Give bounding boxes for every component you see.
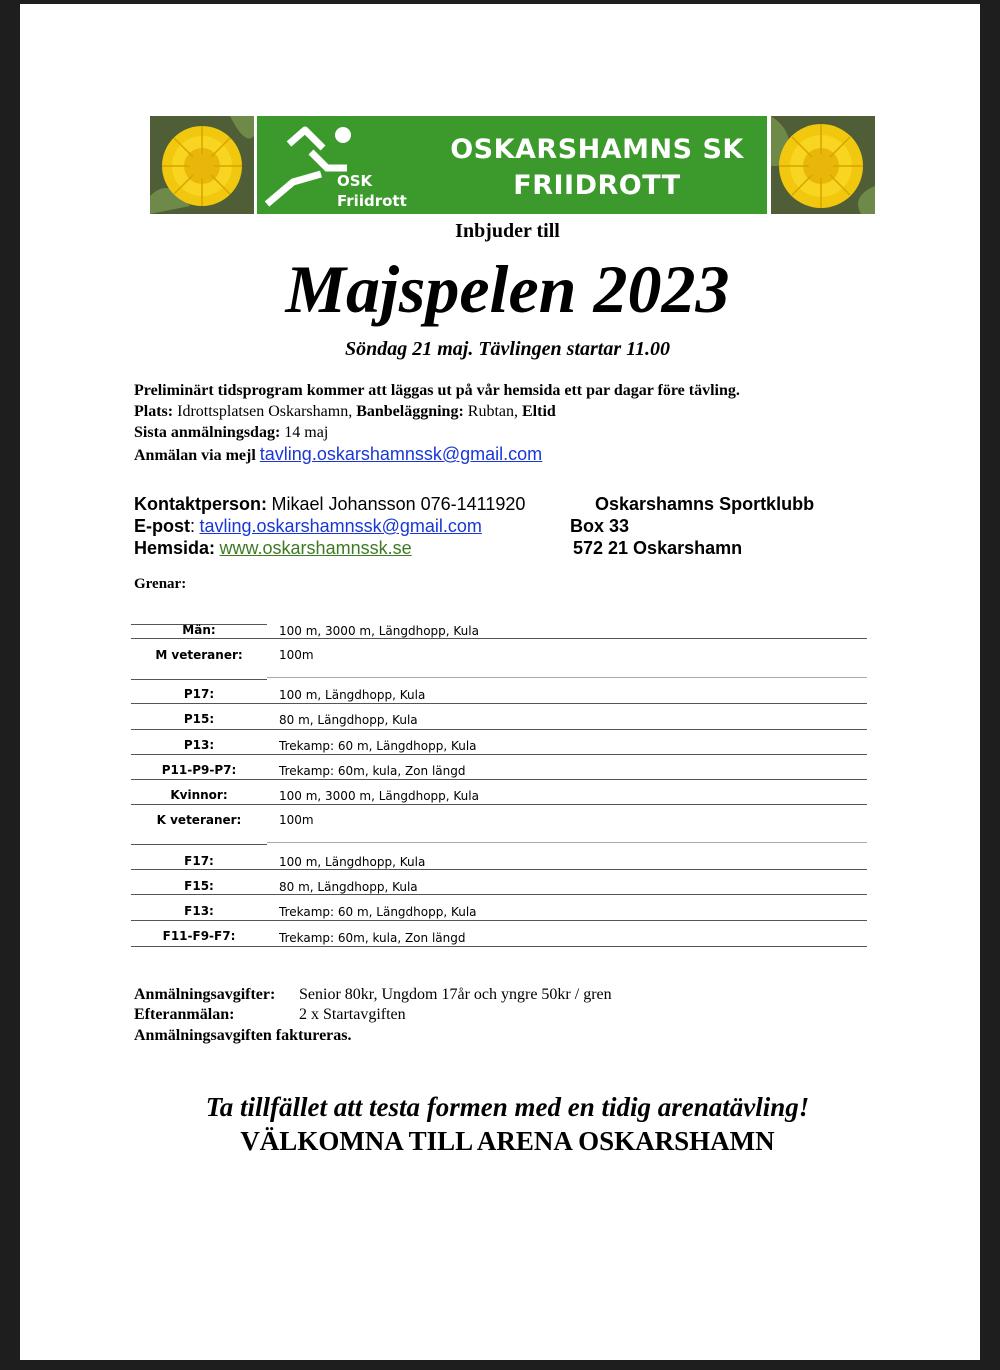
fees-label: Anmälningsavgifter:	[134, 986, 276, 1003]
document-page	[20, 4, 980, 1360]
event-subtitle: Söndag 21 maj. Tävlingen startar 11.00	[344, 338, 671, 360]
event-category: F11-F9-F7:	[162, 929, 236, 943]
venue-line	[134, 403, 556, 421]
closing-tagline: Ta tillfället att testa formen med en tidig arenatävling!	[205, 1092, 810, 1122]
event-list: 80 m, Längdhopp, Kula	[279, 713, 418, 727]
registration-line	[134, 444, 542, 465]
event-list: 100m	[279, 648, 314, 662]
logo-friidrott-text: Friidrott	[337, 192, 407, 210]
email-line	[134, 516, 482, 537]
website-line	[134, 538, 412, 559]
club-banner	[257, 116, 767, 214]
email-link[interactable]: tavling.oskarshamnssk@gmail.com	[199, 516, 482, 536]
row-divider	[131, 869, 867, 870]
logo-osk-text: OSK	[337, 172, 373, 190]
contact-person-value: Mikael Johansson 076-1411920	[271, 494, 526, 514]
email-colon: :	[190, 516, 196, 536]
row-divider	[131, 754, 867, 755]
email-label: E-post	[134, 516, 190, 536]
intro-text: Inbjuder till	[455, 220, 560, 242]
registration-label: Anmälan via mejl	[134, 447, 256, 464]
event-list: 100m	[279, 813, 314, 827]
surface-label: Banbeläggning:	[356, 403, 464, 420]
website-label: Hemsida:	[134, 538, 216, 558]
registration-email-link[interactable]: tavling.oskarshamnssk@gmail.com	[259, 444, 543, 464]
event-title: Majspelen 2023	[285, 251, 730, 327]
contact-person-line	[134, 494, 525, 515]
website-link[interactable]: www.oskarshamnssk.se	[219, 538, 412, 558]
event-category: Kvinnor:	[170, 788, 228, 802]
row-divider	[131, 920, 867, 921]
contact-person-label: Kontaktperson:	[134, 494, 268, 514]
events-heading: Grenar:	[134, 576, 187, 592]
event-list: Trekamp: 60m, kula, Zon längd	[279, 931, 466, 945]
late-fee-label: Efteranmälan:	[134, 1006, 235, 1023]
venue-value: Idrottsplatsen Oskarshamn,	[177, 403, 353, 420]
timing-value: Eltid	[522, 403, 556, 420]
surface-value: Rubtan,	[467, 403, 518, 420]
row-divider	[131, 894, 867, 895]
event-category: P11-P9-P7:	[161, 763, 237, 777]
event-list: 100 m, 3000 m, Längdhopp, Kula	[279, 624, 479, 638]
row-divider	[131, 844, 267, 845]
org-name: Oskarshamns Sportklubb	[595, 494, 815, 514]
org-box: Box 33	[570, 516, 630, 536]
row-divider	[131, 946, 867, 947]
row-divider	[131, 804, 867, 805]
event-category: Män:	[182, 623, 216, 637]
event-list: Trekamp: 60m, kula, Zon längd	[279, 764, 466, 778]
event-category: P15:	[183, 712, 215, 726]
event-category: M veteraner:	[155, 648, 243, 662]
org-city: 572 21 Oskarshamn	[573, 538, 743, 558]
event-list: 100 m, Längdhopp, Kula	[279, 855, 426, 869]
event-category: P17:	[183, 687, 215, 701]
row-divider	[131, 638, 867, 639]
venue-label: Plats:	[134, 403, 174, 420]
closing-welcome: VÄLKOMNA TILL ARENA OSKARSHAMN	[240, 1126, 775, 1156]
row-divider	[131, 729, 867, 730]
event-list: Trekamp: 60 m, Längdhopp, Kula	[279, 905, 477, 919]
row-divider	[131, 679, 267, 680]
row-divider	[131, 703, 867, 704]
dandelion-image-left	[150, 116, 254, 214]
banner-club-name: OSKARSHAMNS SK	[450, 134, 744, 165]
schedule-note: Preliminärt tidsprogram kommer att läggas ut på vår hemsida ett par dagar före tävling.	[134, 382, 740, 399]
event-category: F13:	[184, 904, 214, 918]
deadline-label: Sista anmälningsdag:	[134, 424, 281, 441]
event-category: K veteraner:	[156, 813, 242, 827]
event-list: Trekamp: 60 m, Längdhopp, Kula	[279, 739, 477, 753]
event-list: 100 m, Längdhopp, Kula	[279, 688, 426, 702]
event-list: 100 m, 3000 m, Längdhopp, Kula	[279, 789, 479, 803]
event-category: F15:	[184, 879, 214, 893]
row-divider	[267, 842, 867, 843]
event-category: F17:	[184, 854, 214, 868]
deadline-line	[134, 424, 328, 442]
late-fee-value: 2 x Startavgiften	[299, 1006, 406, 1023]
banner-club-section: FRIIDROTT	[513, 170, 681, 201]
row-divider	[267, 677, 867, 678]
row-divider	[131, 779, 867, 780]
invoice-note: Anmälningsavgiften faktureras.	[134, 1027, 352, 1044]
dandelion-image-right	[771, 116, 875, 214]
event-category: P13:	[183, 738, 215, 752]
deadline-value: 14 maj	[284, 424, 329, 441]
event-list: 80 m, Längdhopp, Kula	[279, 880, 418, 894]
fees-value: Senior 80kr, Ungdom 17år och yngre 50kr / gren	[299, 986, 612, 1003]
